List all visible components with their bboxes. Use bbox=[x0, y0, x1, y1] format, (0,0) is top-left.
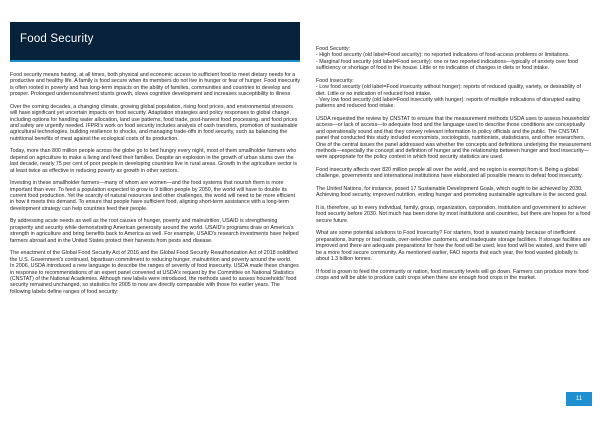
paragraph: Food insecurity affects over 820 million people all over the world, and no region is exempt from it. Being a global challenge, governments and international institutions have elaborated all possible means to defeat food insecurity. bbox=[316, 167, 583, 180]
paragraph: Food Security: - High food security (old label=Food security): no reported indications of food-access problems or limitations. - Marginal food security (old label=Food security): one or two reported indications—typically of anxiety over food sufficiency or shortage of food in the house. Little or no indication of changes in diets or food intake. bbox=[316, 46, 578, 72]
title-banner bbox=[10, 22, 300, 62]
paragraph: If food is grown to feed the community or nation, food insecurity levels will go down. Farmers can produce more food crops and will be able to produce cash crops when there are enough food crops in the market. bbox=[316, 268, 589, 282]
paragraph: USDA requested the review by CNSTAT to ensure that the measurement methods USDA uses to assess households' access—or lack of access—to adequate food and the language used to describe those conditions are conceptually and operationally sound and that they convey relevant information to policy officials and the public. The CNSTAT panel that conducted this study included economists, sociologists, nutritionists, statisticians, and other researchers. One of the central issues the panel addressed was whether the concepts and definitions underlying the measurement methods—especially the concept and definition of hunger and the relationship between hunger and food insecurity—were appropriate for the policy context in which food security statistics are used. bbox=[316, 116, 592, 161]
page-number: 11 bbox=[575, 396, 583, 402]
page-number-badge bbox=[566, 392, 592, 406]
paragraph: Food Insecurity: - Low food security (old label=Food insecurity without hunger): reports of reduced quality, variety, or desirability of diet. Little or no indication of reduced food intake. - Very low food security (old label=Food insecurity with hunger): reports of multiple indications of disrupted eating patterns and reduced food intake. bbox=[316, 77, 581, 110]
left-column bbox=[10, 72, 300, 301]
paragraph: Today, more than 800 million people across the globe go to bed hungry every night, most of them smallholder farmers who depend on agriculture to make a living and feed their families. Despite an explosion in the growth of urban slums over the last decade, nearly 75 per cent of poor people in developing countries live in rural areas. Growth in the agriculture sector is at least twice as effective in reducing poverty as growth in other sectors. bbox=[10, 148, 298, 174]
paragraph: Investing in these smallholder farmers—many of whom are women—and the food systems that nourish them is more important than ever. To feed a population expected to grow to 9 billion people by 2050, the world will have to double its current food production. Yet the scarcity of natural resources and other challenges, the world will need to be more efficient in how it meets this demand. To ensure that people have sufficient food, aligning short-term assistance with a long-term development strategy can help countries feed their people. bbox=[10, 180, 295, 212]
paragraph: Food security means having, at all times, both physical and economic access to sufficient food to meet dietary needs for a productive and healthy life. A family is food secure when its members do not live in hunger or fear of hunger. Food insecurity is often rooted in poverty and has long-term impacts on the ability of families, communities and countries to develop and prosper. Prolonged undernourishment stunts growth, slows cognitive development and increases susceptibility to illness bbox=[10, 72, 301, 98]
page-title: Food Security bbox=[20, 33, 94, 45]
paragraph: The United Nations, for instance, posed 17 Sustainable Development Goals, which ought to be achieved by 2030. Achieving food security, improved nutrition, ending hunger and promoting sustainable agriculture is the second goal. bbox=[316, 186, 588, 199]
paragraph: Over the coming decades, a changing climate, growing global population, rising food prices, and environmental stressors will have significant yet uncertain impacts on food security. Adaptation strategies and policy responses to global change, including options for handling water allocation, land use patterns, food trade, post-harvest food processing, and food prices and safety are urgently needed. IFPRI's work on food security includes analysis of cash transfers, promotion of sustainable agricultural technologies, building resilience to shocks, and managing trade-offs in food security, such as balancing the nutritional benefits of meat against the ecological costs of its production. bbox=[10, 103, 298, 142]
paragraph: By addressing acute needs as well as the root causes of hunger, poverty and malnutrition, USAID is strengthening prosperity and security while demonstrating American generosity around the world. USAID's programs draw on America's strength in agriculture and bring benefits back to America as well. For example, USAID's research investments have helped farmers abroad and in the United States protect their harvests from pests and disease. bbox=[10, 218, 299, 244]
paragraph: It is, therefore, up to every individual, family, group, organization, corporation, institution and government to achieve food security before 2030. Not much has been done by most institutions and countries, but there are hopes for a food secure future. bbox=[316, 205, 591, 224]
paragraph: The enactment of the Global Food Security Act of 2016 and the Global Food Security Reauthorization Act of 2018 solidified the U.S. Government's continued, bipartisan commitment to reducing hunger, malnutrition and poverty around the world. In 2006, USDA introduced a new language to describe the ranges of severity of food insecurity. USDA made these changes in response to recommendations of an expert panel convened at USDA's request by the Committee on National Statistics (CNSTAT) of the National Academies. Although new labels were introduced, the methods used to assess households' food security remained unchanged, so statistics for 2005 to now are directly comparable with those for earlier years. The following labels define ranges of food security: bbox=[10, 250, 299, 295]
paragraph: What are some potential solutions to Food Insecurity? For starters, food is wasted mainly because of inefficient preparations, bumpy or bad roads, over-selective customers, and inadequate storage facilities. If storage facilities are improved and there are adequate preparations for how the food will be used, less food will be wasted, and there will be a more food secure community. As mentioned earlier, FAO reports that each year, the food wasted globally is about 1.3 billion tonnes. bbox=[316, 230, 591, 263]
right-column bbox=[316, 46, 592, 288]
